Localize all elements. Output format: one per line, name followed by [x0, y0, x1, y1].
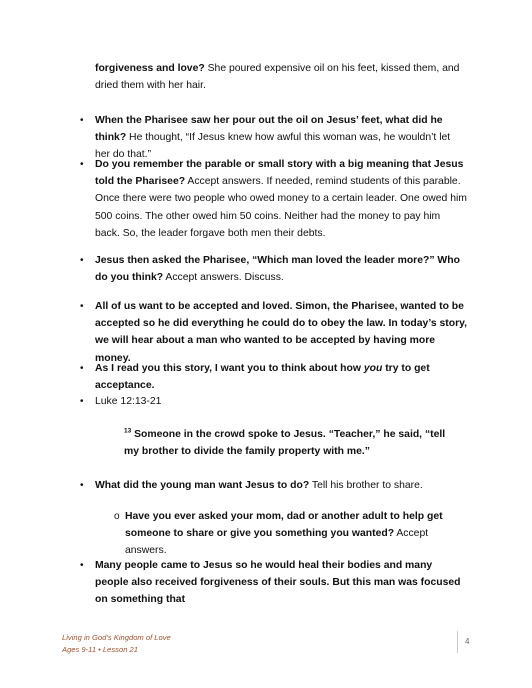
- paragraph-which-man: [95, 252, 467, 286]
- answer-text: Accept answers.: [125, 528, 429, 557]
- footer: [62, 632, 171, 656]
- subparagraph-asked-adult: [125, 508, 467, 560]
- emphasis-text: you: [363, 363, 383, 374]
- paragraph-scripture-ref: [95, 393, 467, 410]
- statement-text: All of us want to be accepted and loved. Simon, the Pharisee, wanted to be accepted so he did everything he could do to obey the law. In today’s story, we will hear about a man who wanted to be accepted by having more money.: [95, 301, 468, 364]
- verse-number: 13: [124, 427, 132, 435]
- question-text: Do you remember the parable or small story with a big meaning that Jesus told the Pharisee?: [95, 159, 464, 188]
- footer-divider: [457, 631, 458, 653]
- footer-subtitle: Ages 9-11 • Lesson 21: [62, 645, 138, 654]
- answer-text: She poured expensive oil on his feet, kissed them, and dried them with her hair.: [95, 63, 460, 92]
- bullet-icon: [80, 477, 86, 483]
- bullet-icon: [80, 360, 86, 366]
- scripture-reference: Luke 12:13-21: [95, 396, 162, 407]
- verse-text: Someone in the crowd spoke to Jesus. “Teacher,” he said, “tell my brother to divide the family property with me.”: [124, 429, 446, 458]
- verse-block: [124, 426, 454, 460]
- bullet-icon: [80, 156, 86, 162]
- bullet-icon: [80, 252, 86, 258]
- paragraph-read-story: [95, 360, 467, 394]
- question-text: Jesus then asked the Pharisee, “Which man loved the leader more?” Who do you think?: [95, 255, 460, 284]
- statement-text-a: As I read you this story, I want you to think about how: [95, 363, 364, 374]
- bullet-icon: [80, 112, 86, 118]
- page-number: 4: [465, 637, 470, 646]
- bullet-icon: [80, 298, 86, 304]
- answer-text: He thought, “If Jesus knew how awful this woman was, he wouldn’t let her do that.”: [95, 132, 451, 161]
- answer-text: Tell his brother to share.: [309, 480, 423, 491]
- question-text: When the Pharisee saw her pour out the oil on Jesus’ feet, what did he think?: [95, 115, 443, 144]
- paragraph-parable: [95, 156, 467, 242]
- question-text: Have you ever asked your mom, dad or another adult to help get someone to share or give you something you wanted?: [125, 511, 443, 540]
- bullet-icon: [80, 557, 86, 563]
- bullet-icon: [80, 393, 86, 399]
- statement-text-b: try to get acceptance.: [95, 363, 430, 392]
- answer-text: Accept answers. If needed, remind students of this parable. Once there were two people who owed money to a certain leader. One owed him 500 coins. The other owed him 50 coins. Neither had the money to pay him back. So, the leader forgave both men their debts.: [95, 176, 467, 239]
- statement-text: Many people came to Jesus so he would heal their bodies and many people also received forgiveness of their souls. But this man was focused on something that: [95, 560, 461, 606]
- paragraph-healing: [95, 557, 467, 609]
- question-text: forgiveness and love?: [95, 63, 205, 74]
- paragraph-forgiveness: [95, 60, 465, 94]
- question-text: What did the young man want Jesus to do?: [95, 480, 310, 491]
- answer-text: Accept answers. Discuss.: [163, 272, 284, 284]
- paragraph-young-man: [95, 477, 467, 494]
- footer-title: Living in God’s Kingdom of Love: [62, 633, 171, 642]
- sub-bullet-icon: [114, 508, 120, 525]
- paragraph-acceptance: [95, 298, 467, 367]
